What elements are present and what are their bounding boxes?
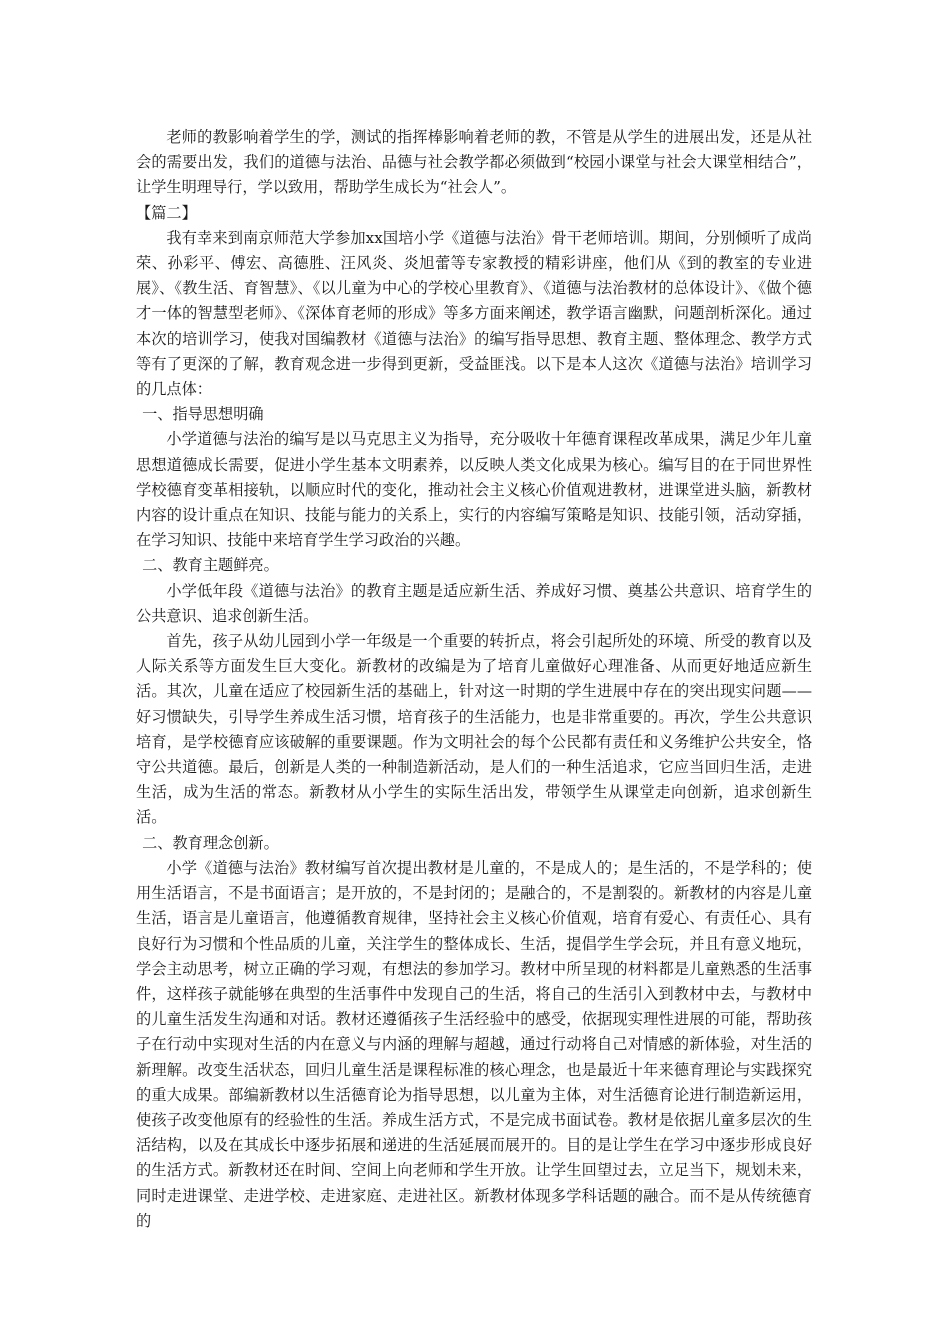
document-page <box>136 125 812 1234</box>
paragraph-education-theme: 小学低年段《道德与法治》的教育主题是适应新生活、养成好习惯、奠基公共意识、培育学生的公共意识、追求创新生活。 <box>136 581 812 625</box>
heading-education-concept: 二、教育理念创新。 <box>142 833 279 852</box>
paragraph-training-overview: 我有幸来到南京师范大学参加xx国培小学《道德与法治》骨干老师培训。期间，分别倾听了成尚荣、孙彩平、傅宏、高德胜、汪风炎、炎旭蕾等专家教授的精彩讲座，他们从《到的教室的专业进展》、《教生活、育智慧》、《以儿童为中心的学校心里教育》、《道德与法治教材的总体设计》、《做个德才一体的智慧型老师》、《深体育老师的形成》等多方面来阐述，教学语言幽默，问题剖析深化。通过本次的培训学习，使我对国编教材《道德与法治》的编写指导思想、教育主题、整体理念、教学方式等有了更深的了解，教育观念进一步得到更新，受益匪浅。以下是本人这次《道德与法治》培训学习的几点体： <box>136 228 812 399</box>
heading-education-theme: 二、教育主题鲜亮。 <box>142 556 279 575</box>
section-label-part-two: 【篇二】 <box>136 203 197 222</box>
paragraph-guiding-ideology: 小学道德与法治的编写是以马克思主义为指导，充分吸收十年德育课程改革成果，满足少年儿童思想道德成长需要，促进小学生基本文明素养，以反映人类文化成果为核心。编写目的在于同世界性学校德育变革相接轨，以顺应时代的变化，推动社会主义核心价值观进教材，进课堂进头脑，新教材内容的设计重点在知识、技能与能力的关系上，实行的内容编写策略是知识、技能引领，活动穿插，在学习知识、技能中来培育学生学习政治的兴趣。 <box>136 430 812 550</box>
heading-guiding-ideology: 一、指导思想明确 <box>142 405 264 424</box>
paragraph-theme-details: 首先，孩子从幼儿园到小学一年级是一个重要的转折点，将会引起所处的环境、所受的教育以及人际关系等方面发生巨大变化。新教材的改编是为了培育儿童做好心理准备、从而更好地适应新生活。其次，儿童在适应了校园新生活的基础上，针对这一时期的学生进展中存在的突出现实问题——好习惯缺失，引导学生养成生活习惯，培育孩子的生活能力，也是非常重要的。再次，学生公共意识培育，是学校德育应该破解的重要课题。作为文明社会的每个公民都有责任和义务维护公共安全，恪守公共道德。最后，创新是人类的一种制造新活动，是人们的一种生活追求，它应当回归生活，走进生活，成为生活的常态。新教材从小学生的实际生活出发，带领学生从课堂走向创新，追求创新生活。 <box>136 632 812 827</box>
paragraph-intro: 老师的教影响着学生的学，测试的指挥棒影响着老师的教，不管是从学生的进展出发，还是从社会的需要出发，我们的道德与法治、品德与社会教学都必须做到“校园小课堂与社会大课堂相结合”，让学生明理导行，学以致用，帮助学生成长为“社会人”。 <box>136 128 812 197</box>
paragraph-education-concept: 小学《道德与法治》教材编写首次提出教材是儿童的，不是成人的；是生活的，不是学科的；使用生活语言，不是书面语言；是开放的，不是封闭的；是融合的，不是割裂的。新教材的内容是儿童生活，语言是儿童语言，他遵循教育规律，坚持社会主义核心价值观，培育有爱心、有责任心、具有良好行为习惯和个性品质的儿童，关注学生的整体成长、生活，提倡学生学会玩，并且有意义地玩，学会主动思考，树立正确的学习观，有想法的参加学习。教材中所呈现的材料都是儿童熟悉的生活事件，这样孩子就能够在典型的生活事件中发现自己的生活，将自己的生活引入到教材中去，与教材中的儿童生活发生沟通和对话。教材还遵循孩子生活经验中的感受，依据现实理性进展的可能，帮助孩子在行动中实现对生活的内在意义与内涵的理解与超越，通过行动将自己对情感的新体验，对生活的新理解。改变生活状态，回归儿童生活是课程标准的核心理念，也是最近十年来德育理论与实践探究的重大成果。部编新教材以生活德育论为指导思想，以儿童为主体，对生活德育论进行制造新运用，使孩子改变他原有的经验性的生活。养成生活方式，不是完成书面试卷。教材是依据儿童多层次的生活结构，以及在其成长中逐步拓展和递进的生活延展而展开的。目的是让学生在学习中逐步形成良好的生活方式。新教材还在时间、空间上向老师和学生开放。让学生回望过去，立足当下，规划未来，同时走进课堂、走进学校、走进家庭、走进社区。新教材体现多学科话题的融合。而不是从传统德育的 <box>136 858 812 1230</box>
